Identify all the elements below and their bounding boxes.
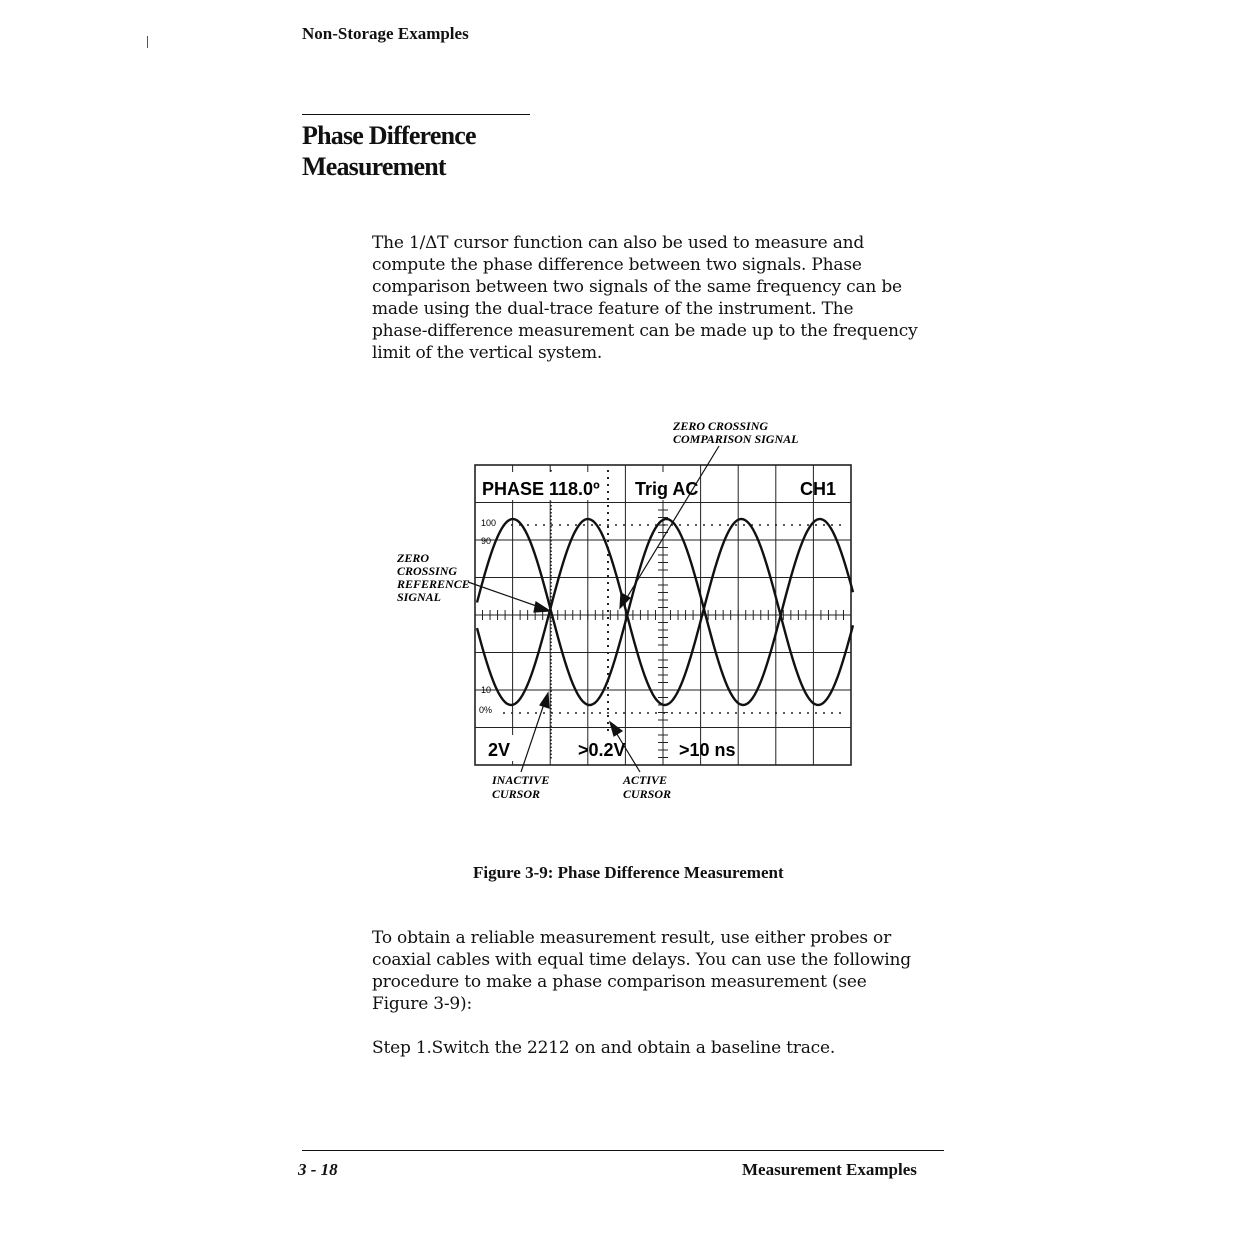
callout-comparison-line-2: COMPARISON SIGNAL [673,432,799,446]
callout-reference-line-2: CROSSING [397,564,458,578]
page-number: 3 - 18 [298,1160,338,1179]
procedure-line: To obtain a reliable measurement result, use either probes or [372,928,892,948]
callout-inactive-line-2: CURSOR [492,787,541,801]
active-arrowhead [610,722,622,736]
reference-arrowhead [534,602,550,612]
figure-caption: Figure 3-9: Phase Difference Measurement [473,863,784,882]
mark-100: 100 [481,518,497,528]
callout-active-line-1: ACTIVE [623,773,668,787]
callout-reference-line-4: SIGNAL [397,590,442,604]
time-div-readout: >10 ns [679,740,736,760]
mark-90: 90 [481,536,492,546]
intro-line: phase-difference measurement can be made up to the frequency [372,321,918,341]
callout-inactive-line-1: INACTIVE [492,773,550,787]
procedure-paragraph [372,927,932,1015]
intro-line: limit of the vertical system. [372,343,603,363]
footer-title: Measurement Examples [742,1160,917,1179]
intro-line: compute the phase difference between two signals. Phase [372,255,862,275]
channel-readout: CH1 [800,479,837,499]
callout-reference-line-1: ZERO [397,551,430,565]
step-1-label: Step 1. [372,1038,432,1058]
callout-comparison-line-1: ZERO CROSSING [673,419,769,433]
inactive-leader-line [521,698,546,772]
intro-line: made using the dual-trace feature of the instrument. The [372,299,854,319]
trigger-readout: Trig AC [635,479,699,499]
footer-rule [302,1150,944,1151]
mark-10: 10 [481,685,492,695]
intro-line: The 1/ΔT cursor function can also be used to measure and [372,233,865,253]
section-title-line-1: Phase Difference [302,121,476,150]
step-1 [372,1037,932,1059]
scope-graticule [475,465,851,765]
procedure-line: procedure to make a phase comparison measurement (see [372,972,867,992]
volts-div-readout: 2V [488,740,511,760]
callout-active-line-2: CURSOR [623,787,672,801]
procedure-line: coaxial cables with equal time delays. You can use the following [372,950,911,970]
step-1-text: Switch the 2212 on and obtain a baseline trace. [431,1038,836,1058]
procedure-line: Figure 3-9): [372,994,472,1014]
phase-readout: PHASE 118.0º [482,479,600,499]
callout-reference-line-3: REFERENCE [397,577,470,591]
inactive-arrowhead [540,693,549,708]
mark-0-percent: 0% [479,705,493,715]
running-header: Non-Storage Examples [302,24,469,43]
cursor-volts-readout: >0.2V [578,740,626,760]
intro-line: comparison between two signals of the same frequency can be [372,277,902,297]
section-title-line-2: Measurement [302,152,446,181]
